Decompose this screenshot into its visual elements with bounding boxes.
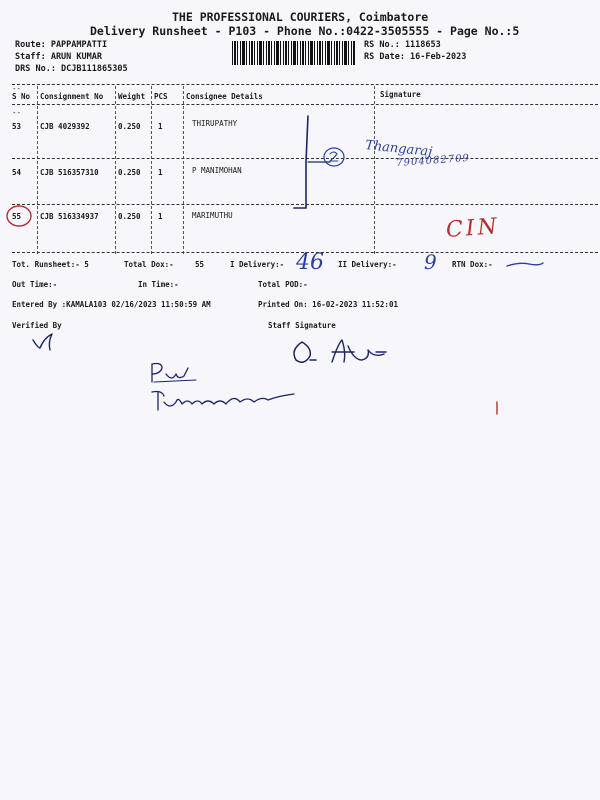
lower-signature-scrawl bbox=[148, 358, 298, 414]
row-consignee: P MANIMOHAN bbox=[192, 166, 242, 175]
entered-by: Entered By :KAMALA103 02/16/2023 11:50:59 AM bbox=[12, 300, 211, 309]
staff-signature-label: Staff Signature bbox=[268, 321, 336, 330]
col-weight: Weight bbox=[118, 92, 146, 101]
row-consignment: CJB 4029392 bbox=[40, 122, 90, 131]
total-pod: Total POD:- bbox=[258, 280, 308, 289]
col-consignment: Consignment No bbox=[40, 92, 104, 101]
ii-delivery-handwritten: 9 bbox=[424, 250, 437, 274]
staff-signature-scrawl bbox=[288, 336, 398, 372]
circled-two-mark bbox=[322, 146, 348, 168]
row-sno: 54 bbox=[12, 168, 22, 177]
row-sno: 55 bbox=[12, 212, 22, 221]
col-sno: S No bbox=[12, 92, 31, 101]
row-consignee: THIRUPATHY bbox=[192, 119, 238, 128]
verified-by-initial bbox=[30, 330, 66, 352]
row-consignment: CJB 516357310 bbox=[40, 168, 99, 177]
in-time: In Time:- bbox=[138, 280, 179, 289]
i-delivery-label: I Delivery:- bbox=[230, 260, 285, 269]
staff-label: Staff: ARUN KUMAR bbox=[15, 52, 102, 62]
row-weight: 0.250 bbox=[118, 212, 141, 221]
verified-by-label: Verified By bbox=[12, 321, 62, 330]
tot-runsheet: Tot. Runsheet:- 5 bbox=[12, 260, 89, 269]
total-dox-label: Total Dox:- bbox=[124, 260, 174, 269]
out-time: Out Time:- bbox=[12, 280, 58, 289]
i-delivery-handwritten: 46 bbox=[296, 250, 324, 275]
col-signature: Signature bbox=[380, 90, 421, 99]
table-top-rule bbox=[12, 84, 598, 85]
col-consignee: Consignee Details bbox=[186, 92, 263, 101]
ii-delivery-label: II Delivery:- bbox=[338, 260, 397, 269]
row-consignee: MARIMUTHU bbox=[192, 211, 233, 220]
row-pcs: 1 bbox=[158, 212, 163, 221]
stray-red-mark bbox=[494, 400, 500, 416]
rtn-dox-label: RTN Dox:- bbox=[452, 260, 493, 269]
drs-number: DRS No.: DCJB111865305 bbox=[15, 64, 128, 74]
rs-date: RS Date: 16-Feb-2023 bbox=[364, 52, 467, 62]
handwritten-cin-note: CIN bbox=[445, 214, 501, 243]
row-sno: 53 bbox=[12, 122, 22, 131]
rtn-dash-mark bbox=[505, 258, 545, 270]
runsheet-title: Delivery Runsheet - P103 - Phone No.:0422-3505555 - Page No.:5 bbox=[90, 24, 520, 38]
row-weight: 0.250 bbox=[118, 122, 141, 131]
barcode-image bbox=[232, 41, 356, 65]
handwritten-phone: 7904082709 bbox=[396, 152, 471, 169]
row-weight: 0.250 bbox=[118, 168, 141, 177]
row-consignment: CJB 516334937 bbox=[40, 212, 99, 221]
row-pcs: 1 bbox=[158, 168, 163, 177]
total-dox-value: 55 bbox=[195, 260, 205, 269]
printed-on: Printed On: 16-02-2023 11:52:01 bbox=[258, 300, 398, 309]
rs-number: RS No.: 1118653 bbox=[364, 40, 441, 50]
route-label: Route: PAPPAMPATTI bbox=[15, 40, 108, 50]
row-pcs: 1 bbox=[158, 122, 163, 131]
header-rule bbox=[12, 104, 598, 105]
col-pcs: PCS bbox=[154, 92, 168, 101]
circle-row-55-mark bbox=[4, 203, 36, 229]
handwritten-name: Thangaraj bbox=[364, 138, 433, 160]
company-title: THE PROFESSIONAL COURIERS, Coimbatore bbox=[172, 10, 429, 24]
